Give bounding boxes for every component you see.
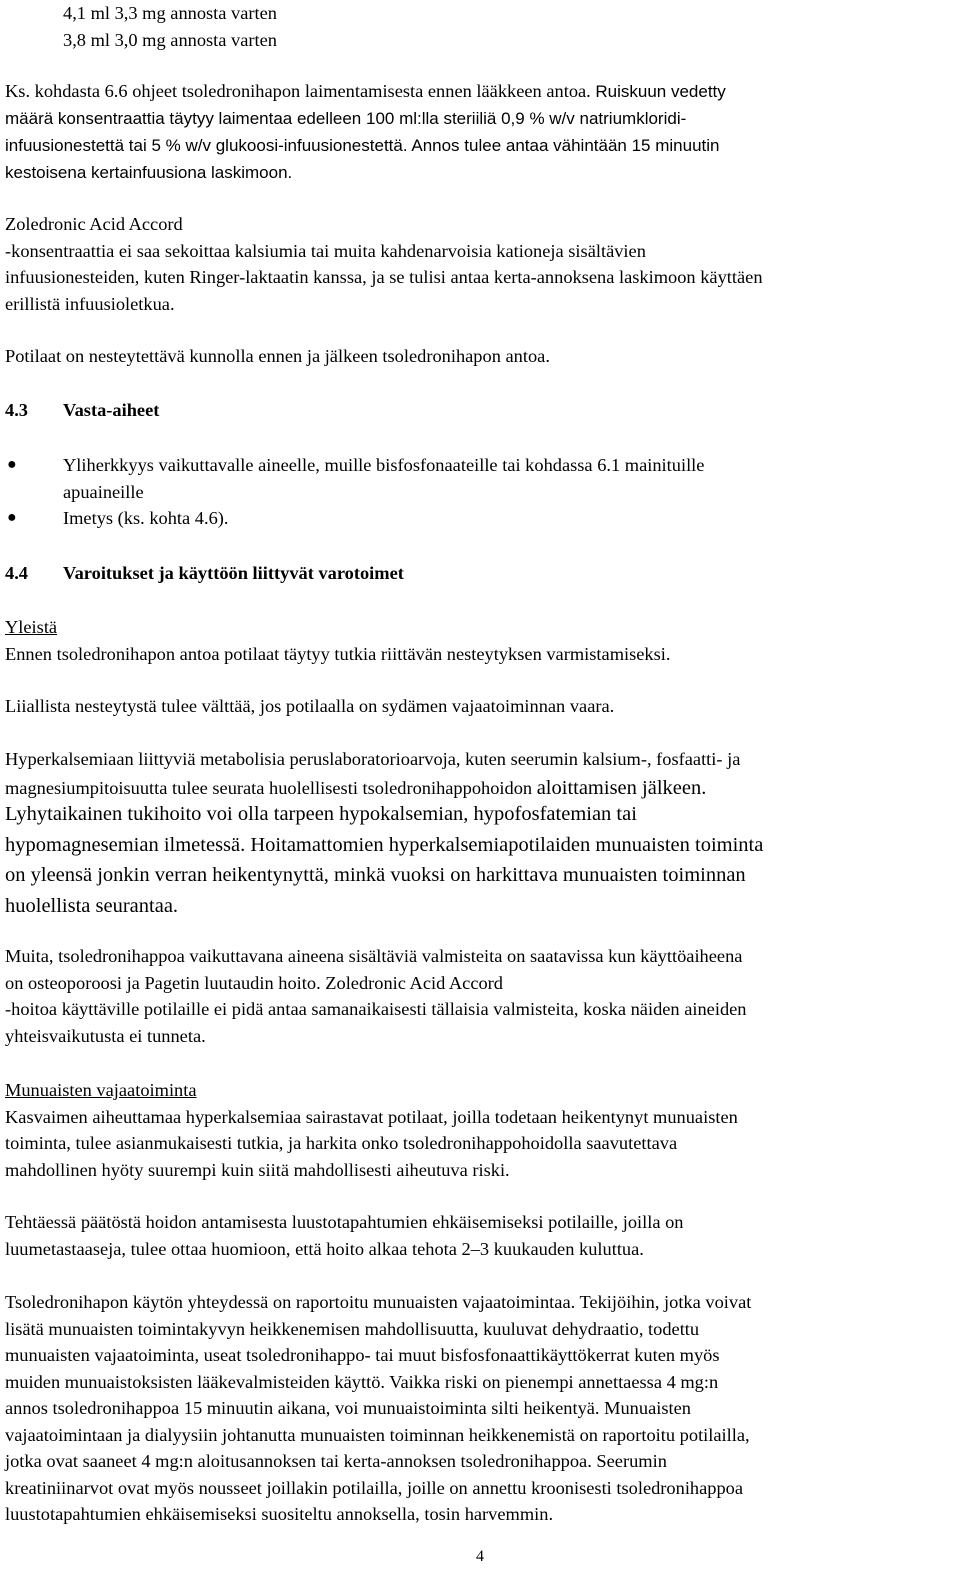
- renal-text: annos tsoledronihappoa 15 minuutin aikana, voi munuaistoiminta silti heikentyä. Munuaisten: [5, 1398, 691, 1418]
- general-text: magnesiumpitoisuutta tulee seurata huolellisesti tsoledronihappohoidon: [5, 777, 537, 798]
- mixing-text: -konsentraattia ei saa sekoittaa kalsiumia tai muita kahdenarvoisia kationeja sisältävien: [5, 240, 646, 261]
- general-text: on yleensä jonkin verran heikentynyttä, minkä vuoksi on harkittava munuaisten toiminnan: [5, 864, 746, 886]
- dilution-text: Annos tulee antaa vähintään 15 minuutin: [411, 136, 720, 155]
- list-item: [5, 452, 950, 505]
- section-heading-4-4: [5, 560, 404, 587]
- dose-line: 4,1 ml 3,3 mg annosta varten: [63, 3, 278, 23]
- general-text: Hoitamattomien hyperkalsemiapotilaiden munuaisten toiminta: [250, 833, 764, 856]
- renal-paragraph-3: [5, 1289, 751, 1528]
- bullet-icon: ●: [7, 456, 17, 473]
- general-text: Ennen tsoledronihapon antoa potilaat täytyy tutkia riittävän nesteytyksen varmistamiseksi.: [5, 643, 671, 664]
- renal-paragraph-2: [5, 1209, 684, 1262]
- renal-text: Kasvaimen aiheuttamaa hyperkalsemiaa sairastavat potilaat, joilla todetaan heikentynyt munuaisten: [5, 1106, 738, 1127]
- mixing-text: erillistä infuusioletkua.: [5, 293, 175, 314]
- renal-text: vajaatoimintaan ja dialyysiin johtanutta munuaisten toiminnan heikkenemistä on raportoitu potilailla,: [5, 1424, 750, 1445]
- dilution-text: Ks. kohdasta 6.6 ohjeet tsoledronihapon laimentamisesta ennen lääkkeen antoa.: [5, 81, 596, 101]
- section-title: Vasta-aiheet: [63, 400, 160, 420]
- renal-text: munuaisten vajaatoiminta, useat tsoledronihappo- tai muut bisfosfonaattikäyttökerrat kuten myös: [5, 1345, 720, 1365]
- general-paragraph-3b: [5, 799, 763, 921]
- bullet-icon: ●: [7, 509, 17, 526]
- dilution-text: kestoisena kertainfuusiona laskimoon.: [5, 162, 293, 182]
- mixing-paragraph: [5, 211, 763, 317]
- list-item-text: Imetys (ks. kohta 4.6).: [63, 508, 229, 528]
- general-text: Liiallista nesteytystä tulee välttää, jos potilaalla on sydämen vajaatoiminnan vaara.: [5, 696, 615, 716]
- list-item-text: Yliherkkyys vaikuttavalle aineelle, muille bisfosfonaateille tai kohdassa 6.1 mainituille: [63, 455, 705, 475]
- general-text: Muita, tsoledronihappoa vaikuttavana aineena sisältäviä valmisteita on saatavissa kun käyttöaiheena: [5, 946, 743, 966]
- renal-text: jotka ovat saaneet 4 mg:n aloitusannoksen tai kerta-annoksen tsoledronihappoa. Seerumin: [5, 1451, 667, 1471]
- general-paragraph-4: [5, 943, 747, 1049]
- general-text: on osteoporoosi ja Pagetin luutaudin hoito. Zoledronic Acid Accord: [5, 972, 503, 993]
- renal-text: luumetastaaseja, tulee ottaa huomioon, että hoito alkaa tehota 2–3 kuukauden kuluttua.: [5, 1238, 644, 1259]
- hydration-text: Potilaat on nesteytettävä kunnolla ennen ja jälkeen tsoledronihapon antoa.: [5, 346, 550, 366]
- general-text: aloittamisen jälkeen.: [536, 776, 707, 799]
- mixing-text: infuusionesteiden, kuten Ringer-laktaatin kanssa, ja se tulisi antaa kerta-annoksena laskimoon käyttäen: [5, 267, 763, 287]
- renal-section: [5, 1077, 738, 1183]
- general-text: huolellista seurantaa.: [5, 894, 179, 917]
- renal-text: lisätä munuaisten toimintakyvyn heikkenemisen mahdollisuutta, kuuluvat dehydraatio, todettu: [5, 1318, 700, 1339]
- list-item-text: apuaineille: [63, 481, 144, 502]
- dilution-text: määrä konsentraattia täytyy laimentaa edelleen 100 ml:lla steriiliä 0,9 % w/v natriumkloridi-: [5, 108, 687, 128]
- dilution-paragraph: [5, 78, 726, 186]
- contraindication-list: [5, 452, 950, 532]
- subsection-heading: Yleistä: [5, 617, 58, 637]
- dilution-text: infuusionestettä tai 5 % w/v glukoosi-infuusionestettä.: [5, 136, 412, 155]
- general-text: Hyperkalsemiaan liittyviä metabolisia peruslaboratorioarvoja, kuten seerumin kalsium-, fosfaatti- ja: [5, 749, 741, 769]
- product-name: Zoledronic Acid Accord: [5, 214, 183, 234]
- dose-list: [63, 0, 277, 53]
- renal-text: toiminta, tulee asianmukaisesti tutkia, ja harkita onko tsoledronihappohoidolla saavutettava: [5, 1133, 678, 1153]
- renal-text: mahdollinen hyöty suurempi kuin siitä mahdollisesti aiheutuva riski.: [5, 1159, 510, 1180]
- list-item: [5, 505, 950, 532]
- page-number: 4: [476, 1548, 484, 1565]
- general-section: [5, 614, 670, 667]
- section-title: Varoitukset ja käyttöön liittyvät varotoimet: [63, 563, 404, 583]
- renal-text: kreatiniinarvot ovat myös nousseet joillakin potilailla, joille on annettu kroonisesti tsoledronihappoa: [5, 1477, 744, 1498]
- renal-text: muiden munuaistoksisten lääkevalmisteiden käyttö. Vaikka riski on pienempi annettaessa 4 mg:n: [5, 1371, 719, 1392]
- general-text: yhteisvaikutusta ei tunneta.: [5, 1025, 206, 1046]
- general-text: Lyhytaikainen tukihoito voi olla tarpeen hypokalsemian, hypofosfatemian tai: [5, 803, 637, 825]
- section-number: 4.4: [5, 563, 28, 583]
- general-text: -hoitoa käyttäville potilaille ei pidä antaa samanaikaisesti tällaisia valmisteita, koska näiden aineiden: [5, 999, 747, 1019]
- dilution-text: Ruiskuun vedetty: [595, 82, 726, 101]
- renal-text: luustotapahtumien ehkäisemiseksi suositeltu annoksella, tosin harvemmin.: [5, 1504, 554, 1524]
- renal-text: Tsoledronihapon käytön yhteydessä on raportoitu munuaisten vajaatoimintaa. Tekijöihin, jotka voivat: [5, 1292, 752, 1312]
- section-heading-4-3: [5, 397, 159, 424]
- dose-line: 3,8 ml 3,0 mg annosta varten: [63, 29, 278, 50]
- subsection-heading: Munuaisten vajaatoiminta: [5, 1080, 197, 1100]
- general-text: hypomagnesemian ilmetessä.: [5, 833, 251, 856]
- general-paragraph-3: [5, 746, 740, 803]
- renal-text: Tehtäessä päätöstä hoidon antamisesta luustotapahtumien ehkäisemiseksi potilaille, joilla on: [5, 1212, 684, 1232]
- section-number: 4.3: [5, 400, 28, 420]
